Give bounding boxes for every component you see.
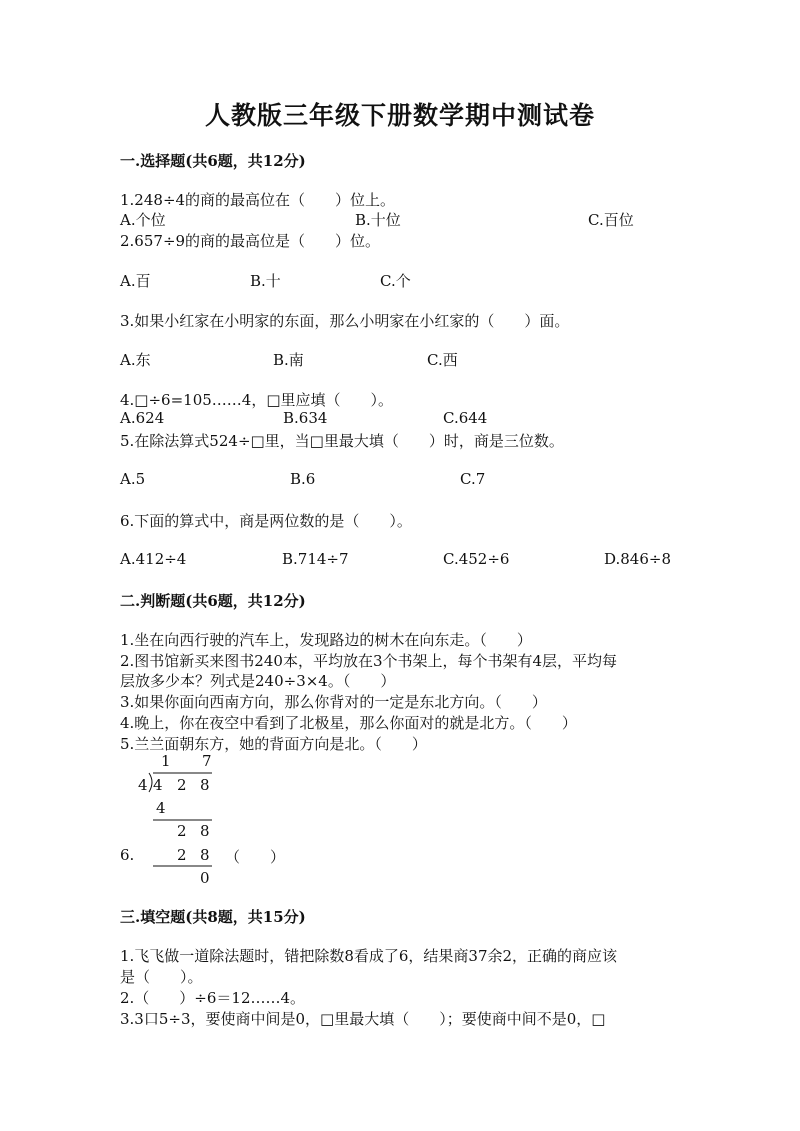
choice-q5-option-c: C.7 (460, 470, 486, 488)
division-quotient-digit: 7 (202, 752, 212, 770)
choice-q6-option-a: A.412÷4 (120, 550, 187, 568)
division-step-digit: 8 (200, 846, 210, 864)
choice-q6-option-b: B.714÷7 (282, 550, 349, 568)
division-step-digit: 8 (200, 822, 210, 840)
choice-question-6: 6.下面的算式中，商是两位数的是（ ）。 (120, 512, 412, 530)
choice-q2-option-a: A.百 (120, 272, 151, 290)
choice-q2-option-c: C.个 (380, 272, 411, 290)
fill-question-1-line-2: 是（ ）。 (120, 968, 203, 986)
judgment-question-4: 4.晚上，你在夜空中看到了北极星，那么你面对的就是北方。（ ） (120, 714, 577, 732)
choice-q1-option-b: B.十位 (355, 211, 401, 229)
section-title-judgment: 二.判断题(共6题，共12分) (120, 592, 306, 610)
division-divisor: 4 (138, 776, 148, 794)
choice-question-5: 5.在除法算式524÷□里，当□里最大填（ ）时，商是三位数。 (120, 432, 564, 450)
choice-question-2: 2.657÷9的商的最高位是（ ）位。 (120, 232, 381, 250)
fill-question-1-line-1: 1.飞飞做一道除法题时，错把除数8看成了6，结果商37余2，正确的商应该 (120, 947, 618, 965)
section-title-choice: 一.选择题(共6题，共12分) (120, 152, 306, 170)
fill-question-2: 2.（ ）÷6＝12……4。 (120, 989, 306, 1007)
choice-question-4: 4.□÷6=105……4，□里应填（ ）。 (120, 391, 394, 409)
division-step-digit: 2 (177, 846, 187, 864)
judgment-question-3: 3.如果你面向西南方向，那么你背对的一定是东北方向。（ ） (120, 693, 547, 711)
long-division-figure (140, 750, 260, 890)
choice-q4-option-b: B.634 (283, 409, 328, 427)
division-dividend-digit: 4 (153, 776, 163, 794)
judgment-question-1: 1.坐在向西行驶的汽车上，发现路边的树木在向东走。（ ） (120, 631, 532, 649)
choice-q6-option-c: C.452÷6 (443, 550, 510, 568)
section-title-fill-blank: 三.填空题(共8题，共15分) (120, 908, 306, 926)
judgment-question-6-answer-blank: （ ） (225, 848, 286, 866)
division-step-digit: 4 (156, 799, 166, 817)
judgment-question-2-line-2: 层放多少本？列式是240÷3×4。（ ） (120, 672, 396, 690)
choice-question-3: 3.如果小红家在小明家的东面，那么小明家在小红家的（ ）面。 (120, 312, 570, 330)
choice-q3-option-b: B.南 (273, 351, 304, 369)
choice-question-1: 1.248÷4的商的最高位在（ ）位上。 (120, 191, 396, 209)
choice-q5-option-a: A.5 (120, 470, 146, 488)
division-dividend-digit: 8 (200, 776, 210, 794)
division-quotient-digit: 1 (161, 752, 171, 770)
judgment-question-5: 5.兰兰面朝东方，她的背面方向是北。（ ） (120, 735, 427, 753)
choice-q1-option-c: C.百位 (588, 211, 634, 229)
choice-q2-option-b: B.十 (250, 272, 281, 290)
choice-q3-option-c: C.西 (427, 351, 458, 369)
division-bracket (149, 773, 152, 792)
division-step-digit: 2 (177, 822, 187, 840)
page-title: 人教版三年级下册数学期中测试卷 (204, 101, 595, 130)
judgment-question-2-line-1: 2.图书馆新买来图书240本，平均放在3个书架上，每个书架有4层，平均每 (120, 652, 618, 670)
division-dividend-digit: 2 (177, 776, 187, 794)
division-remainder: 0 (200, 869, 210, 887)
choice-q1-option-a: A.个位 (120, 211, 166, 229)
judgment-question-6-label: 6. (120, 846, 135, 864)
choice-q3-option-a: A.东 (120, 351, 151, 369)
choice-q4-option-a: A.624 (120, 409, 165, 427)
choice-q5-option-b: B.6 (290, 470, 316, 488)
choice-q6-option-d: D.846÷8 (604, 550, 672, 568)
fill-question-3: 3.3口5÷3，要使商中间是0，□里最大填（ ）；要使商中间不是0，□ (120, 1010, 606, 1028)
choice-q4-option-c: C.644 (443, 409, 488, 427)
